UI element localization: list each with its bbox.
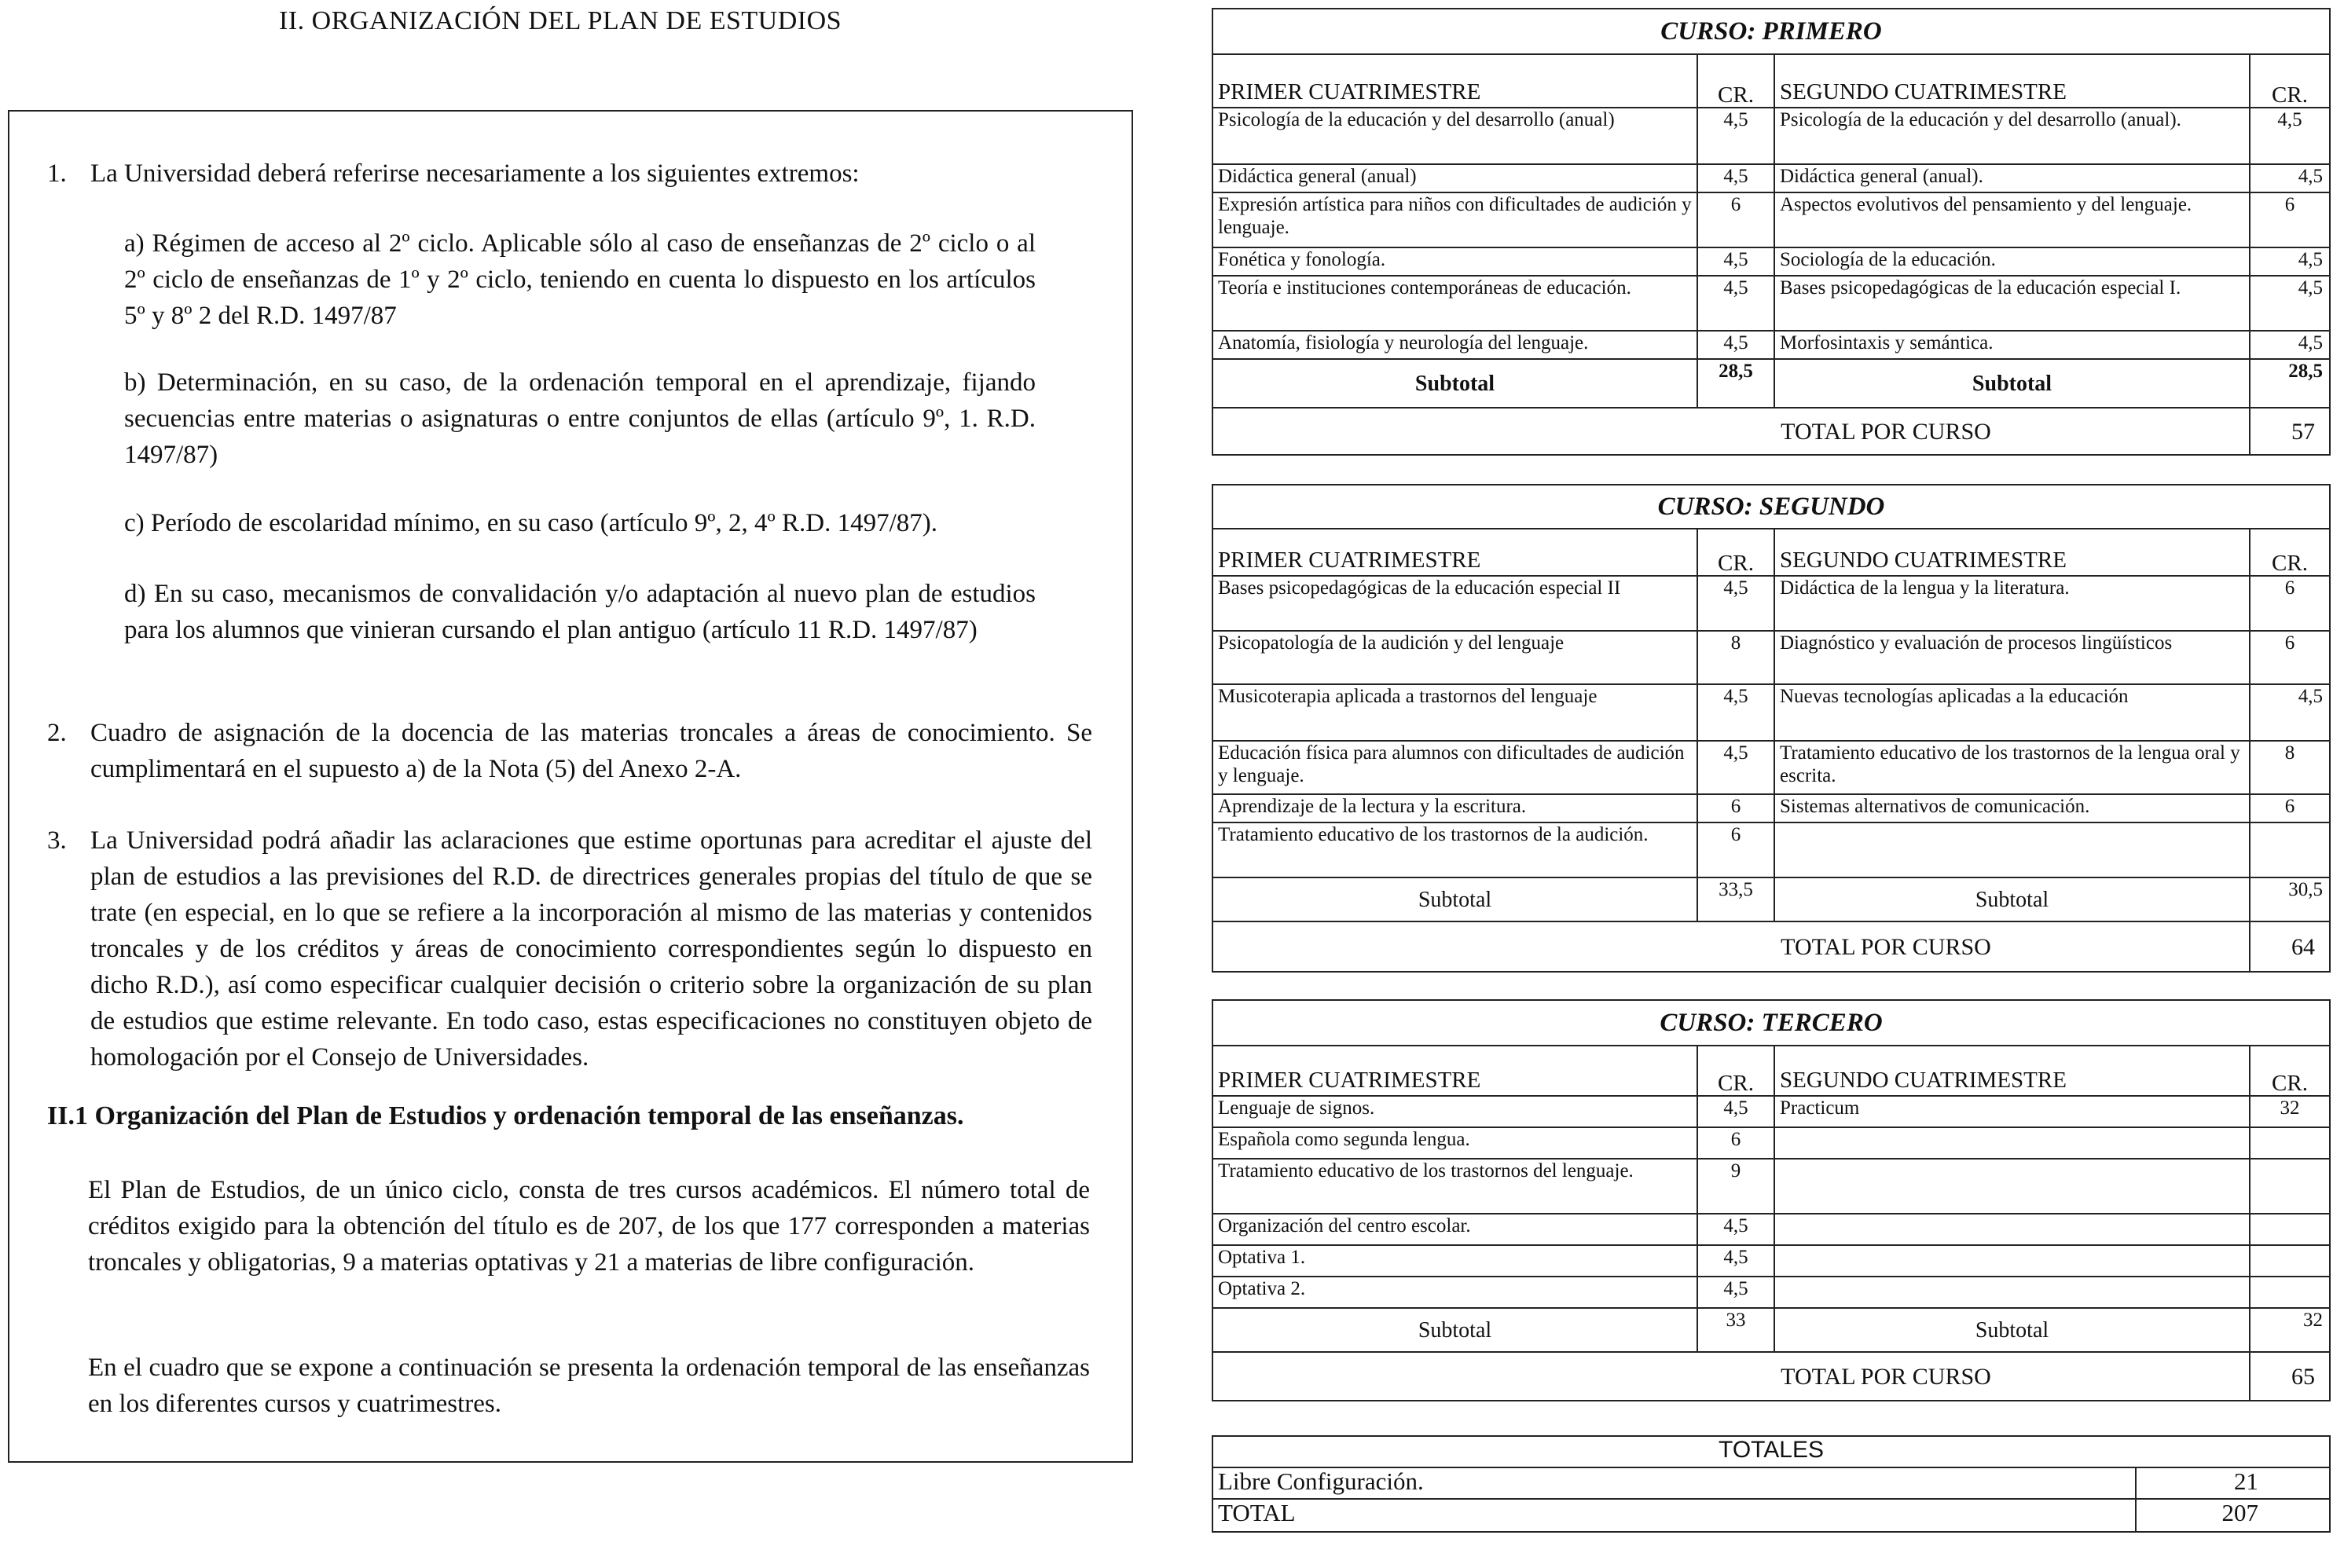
item-1c-text: c) Período de escolaridad mínimo, en su caso (artículo 9º, 2, 4º R.D. 1497/87). [124,509,937,537]
subject-cell: Organización del centro escolar. [1212,1214,1697,1245]
credit-cell: 6 [2250,631,2330,684]
credit-cell: 4,5 [2250,684,2330,741]
segundo-cuatrimestre-header: SEGUNDO CUATRIMESTRE [1774,1046,2250,1096]
credit-cell: 4,5 [1697,576,1774,631]
credit-cell: 4,5 [2250,247,2330,276]
credit-cell: 4,5 [1697,1214,1774,1245]
subject-cell: Fonética y fonología. [1212,247,1697,276]
subtotal-label: Subtotal [1212,877,1697,921]
segundo-cuatrimestre-header: SEGUNDO CUATRIMESTRE [1774,529,2250,576]
subject-cell: Bases psicopedagógicas de la educación especial I. [1774,276,2250,331]
subject-cell: Tratamiento educativo de los trastornos del lenguaje. [1212,1159,1697,1214]
item-3-text: La Universidad podrá añadir las aclaraciones que estime oportunas para acreditar el ajuste del plan de estudios a las previsiones del R.D. de directrices generales propias del título de que se trate (en especial, en lo que se refiere a la incorporación al mismo de las materias y contenidos troncales y de los créditos y áreas de conocimiento correspondientes según lo dispuesto en dicho R.D.), así como especificar cualquier decisión o criterio sobre la organización de su plan de estudios que estime relevante. En todo caso, estas especificaciones no constituyen objeto de homologación por el Consejo de Universidades. [90,826,1092,1072]
subtotal-label: Subtotal [1774,359,2250,408]
credit-cell: 8 [2250,741,2330,794]
subject-cell: Sociología de la educación. [1774,247,2250,276]
subject-cell: Musicoterapia aplicada a trastornos del lenguaje [1212,684,1697,741]
subtotal-value: 33,5 [1697,877,1774,921]
curso-segundo-title: CURSO: SEGUNDO [1212,485,2330,529]
subject-cell: Bases psicopedagógicas de la educación especial II [1212,576,1697,631]
credit-cell: 4,5 [1697,247,1774,276]
subject-cell: Didáctica general (anual) [1212,164,1697,192]
subject-cell: Expresión artística para niños con dificultades de audición y lenguaje. [1212,192,1697,247]
subject-cell: Española como segunda lengua. [1212,1127,1697,1159]
credits-header: CR. [2250,54,2330,108]
subtotal-value: 33 [1697,1308,1774,1352]
total-label: TOTAL [1212,1499,2136,1532]
credit-cell: 4,5 [1697,1245,1774,1277]
subject-cell: Optativa 1. [1212,1245,1697,1277]
credit-cell [2250,822,2330,877]
credit-cell: 4,5 [1697,1277,1774,1308]
credit-cell [2250,1214,2330,1245]
subject-cell [1774,1277,2250,1308]
total-por-curso-label: TOTAL POR CURSO [1212,921,2250,972]
credit-cell [2250,1245,2330,1277]
credit-cell: 4,5 [2250,331,2330,359]
subject-cell: Psicopatología de la audición y del lenguaje [1212,631,1697,684]
credit-cell: 9 [1697,1159,1774,1214]
subtotal-label: Subtotal [1774,877,2250,921]
item-1a-text: a) Régimen de acceso al 2º ciclo. Aplicable sólo al caso de enseñanzas de 2º ciclo o al 2º ciclo de enseñanzas de 1º y 2º ciclo, teniendo en cuenta lo dispuesto en los artículos 5º y 8º 2 del R.D. 1497/87 [124,229,1036,330]
total-por-curso-value: 65 [2250,1352,2330,1401]
subject-cell: Sistemas alternativos de comunicación. [1774,794,2250,822]
credit-cell: 4,5 [1697,108,1774,164]
subject-cell: Tratamiento educativo de los trastornos de la lengua oral y escrita. [1774,741,2250,794]
total-value: 207 [2136,1499,2330,1532]
credit-cell: 32 [2250,1096,2330,1127]
item-1-number: 1. [47,159,67,188]
credits-header: CR. [1697,1046,1774,1096]
subtotal-value: 28,5 [1697,359,1774,408]
credit-cell: 6 [1697,192,1774,247]
subject-cell: Aspectos evolutivos del pensamiento y del lenguaje. [1774,192,2250,247]
subject-cell: Aprendizaje de la lectura y la escritura. [1212,794,1697,822]
item-1-text: La Universidad deberá referirse necesariamente a los siguientes extremos: [90,159,860,188]
subject-cell [1774,822,2250,877]
libre-configuracion-value: 21 [2136,1467,2330,1499]
credit-cell: 4,5 [1697,331,1774,359]
subject-cell: Psicología de la educación y del desarrollo (anual) [1212,108,1697,164]
item-1d-text: d) En su caso, mecanismos de convalidación y/o adaptación al nuevo plan de estudios para los alumnos que vinieran cursando el plan antiguo (artículo 11 R.D. 1497/87) [124,580,1036,644]
subject-cell [1774,1159,2250,1214]
subject-cell: Diagnóstico y evaluación de procesos lingüísticos [1774,631,2250,684]
totales-title: TOTALES [1212,1436,2330,1467]
libre-configuracion-label: Libre Configuración. [1212,1467,2136,1499]
item-2-number: 2. [47,719,67,747]
subtotal-label: Subtotal [1774,1308,2250,1352]
subtotal-value: 32 [2250,1308,2330,1352]
subtotal-value: 28,5 [2250,359,2330,408]
subject-cell [1774,1127,2250,1159]
subject-cell: Practicum [1774,1096,2250,1127]
subtotal-label: Subtotal [1212,1308,1697,1352]
section-heading: II.1 Organización del Plan de Estudios y ordenación temporal de las enseñanzas. [47,1101,964,1130]
credits-header: CR. [2250,1046,2330,1096]
credit-cell: 4,5 [2250,276,2330,331]
total-por-curso-value: 57 [2250,408,2330,455]
totales-table [1212,1435,2331,1533]
primer-cuatrimestre-header: PRIMER CUATRIMESTRE [1212,54,1697,108]
subject-cell: Didáctica general (anual). [1774,164,2250,192]
curso-primero-title: CURSO: PRIMERO [1212,9,2330,54]
credit-cell: 4,5 [1697,684,1774,741]
credit-cell: 6 [1697,794,1774,822]
curso-tercero-table [1212,999,2331,1401]
credit-cell: 4,5 [1697,276,1774,331]
curso-segundo-table [1212,484,2331,973]
credit-cell: 6 [2250,794,2330,822]
subject-cell: Morfosintaxis y semántica. [1774,331,2250,359]
subject-cell: Didáctica de la lengua y la literatura. [1774,576,2250,631]
subject-cell: Psicología de la educación y del desarrollo (anual). [1774,108,2250,164]
credit-cell: 4,5 [2250,164,2330,192]
plan-description-paragraph: El Plan de Estudios, de un único ciclo, consta de tres cursos académicos. El número total de créditos exigido para la obtención del título es de 207, de los que 177 corresponden a materias troncales y obligatorias, 9 a materias optativas y 21 a materias de libre configuración. [88,1176,1090,1277]
item-2-text: Cuadro de asignación de la docencia de las materias troncales a áreas de conocimiento. Se cumplimentará en el supuesto a) de la Nota (5) del Anexo 2-A. [90,719,1092,783]
ordering-intro-paragraph: En el cuadro que se expone a continuación se presenta la ordenación temporal de las enseñanzas en los diferentes cursos y cuatrimestres. [88,1354,1090,1418]
credit-cell: 6 [2250,576,2330,631]
primer-cuatrimestre-header: PRIMER CUATRIMESTRE [1212,529,1697,576]
credit-cell: 4,5 [1697,164,1774,192]
credit-cell: 6 [1697,1127,1774,1159]
item-3-number: 3. [47,826,67,855]
subject-cell: Nuevas tecnologías aplicadas a la educación [1774,684,2250,741]
credit-cell [2250,1127,2330,1159]
item-1b-text: b) Determinación, en su caso, de la ordenación temporal en el aprendizaje, fijando secuencias entre materias o asignaturas o entre conjuntos de ellas (artículo 9º, 1. R.D. 1497/87) [124,368,1036,469]
credit-cell: 4,5 [2250,108,2330,164]
subject-cell: Lenguaje de signos. [1212,1096,1697,1127]
credit-cell: 6 [1697,822,1774,877]
credits-header: CR. [1697,529,1774,576]
total-por-curso-label: TOTAL POR CURSO [1212,408,2250,455]
credit-cell [2250,1159,2330,1214]
curso-tercero-title: CURSO: TERCERO [1212,1000,2330,1046]
primer-cuatrimestre-header: PRIMER CUATRIMESTRE [1212,1046,1697,1096]
credits-header: CR. [1697,54,1774,108]
credit-cell: 6 [2250,192,2330,247]
subject-cell: Tratamiento educativo de los trastornos de la audición. [1212,822,1697,877]
subtotal-label: Subtotal [1212,359,1697,408]
total-por-curso-label: TOTAL POR CURSO [1212,1352,2250,1401]
subject-cell: Anatomía, fisiología y neurología del lenguaje. [1212,331,1697,359]
subject-cell [1774,1214,2250,1245]
subject-cell: Teoría e instituciones contemporáneas de educación. [1212,276,1697,331]
subject-cell: Optativa 2. [1212,1277,1697,1308]
page-title: II. ORGANIZACIÓN DEL PLAN DE ESTUDIOS [279,6,842,35]
credit-cell: 8 [1697,631,1774,684]
credit-cell: 4,5 [1697,741,1774,794]
segundo-cuatrimestre-header: SEGUNDO CUATRIMESTRE [1774,54,2250,108]
credit-cell [2250,1277,2330,1308]
subtotal-value: 30,5 [2250,877,2330,921]
subject-cell [1774,1245,2250,1277]
total-por-curso-value: 64 [2250,921,2330,972]
credits-header: CR. [2250,529,2330,576]
credit-cell: 4,5 [1697,1096,1774,1127]
subject-cell: Educación física para alumnos con dificultades de audición y lenguaje. [1212,741,1697,794]
curso-primero-table [1212,8,2331,456]
